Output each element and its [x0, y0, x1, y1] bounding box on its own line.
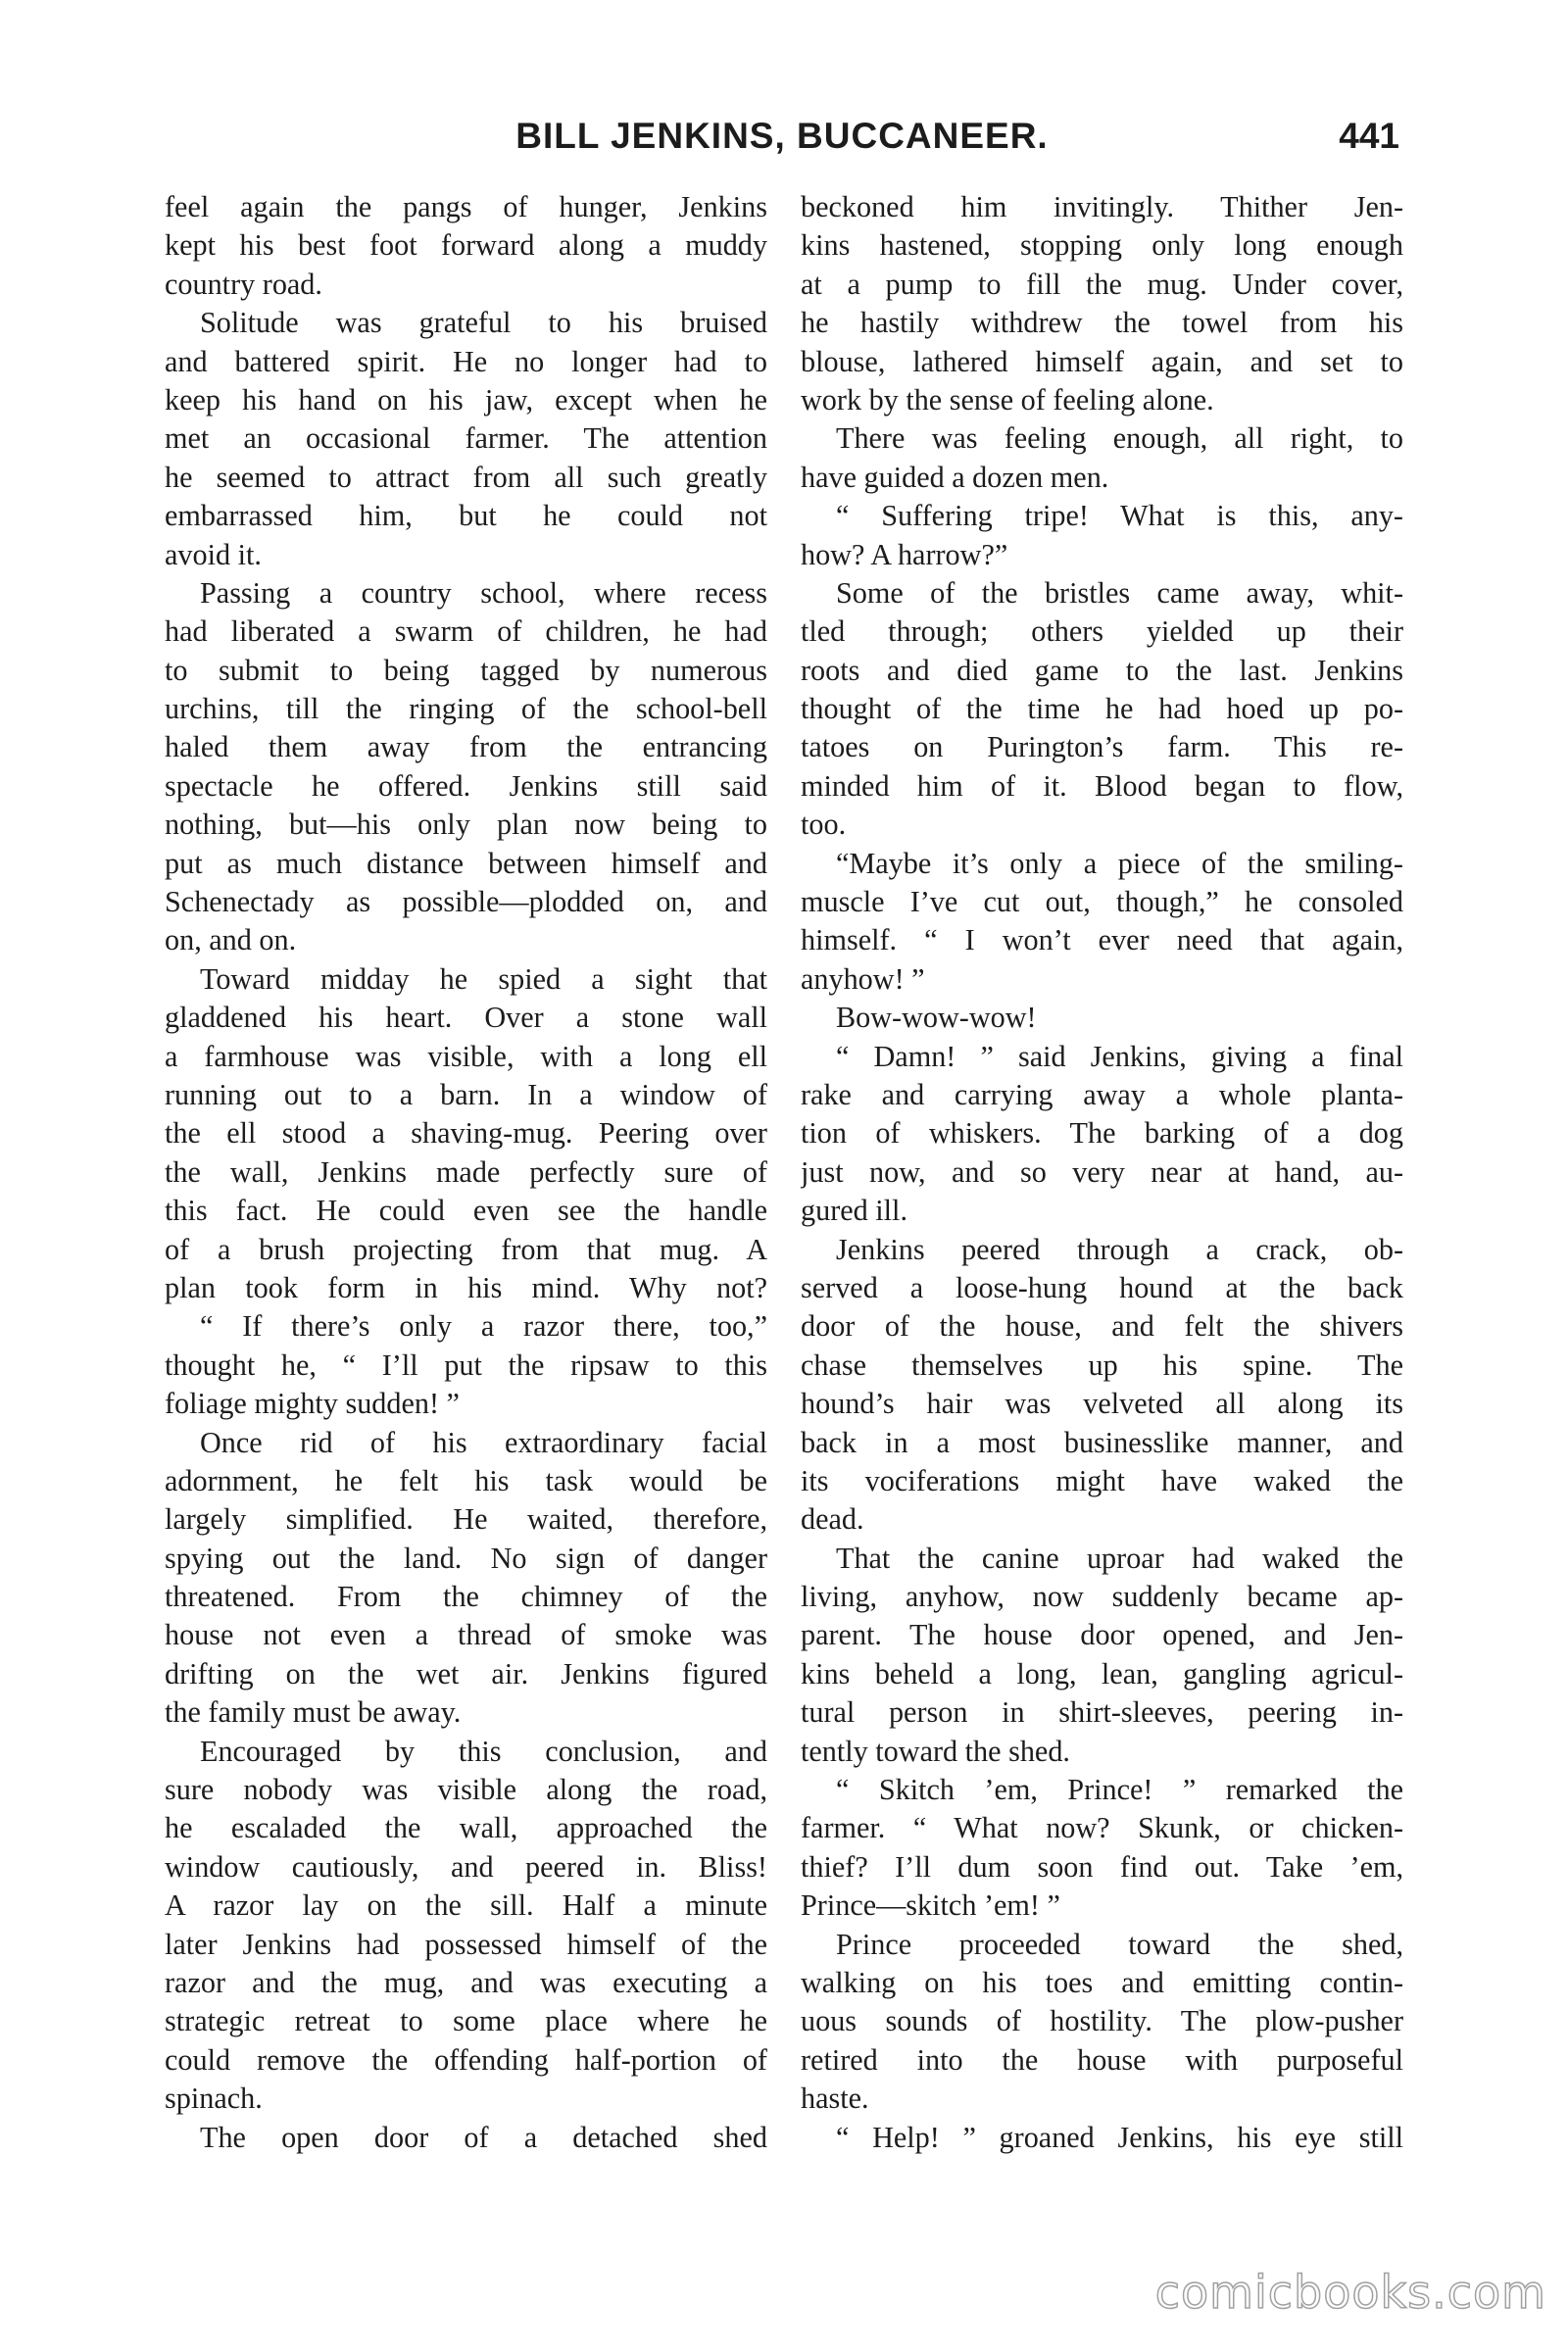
text-line: thought he, “ I’ll put the ripsaw to this — [165, 1348, 767, 1382]
text-line: thief? I’ll dum soon find out. Take ’em, — [801, 1849, 1403, 1884]
text-line: “ Skitch ’em, Prince! ” remarked the — [836, 1773, 1403, 1807]
right-text-column — [801, 188, 1403, 2157]
text-line: and battered spirit. He no longer had to — [165, 344, 767, 378]
text-line: feel again the pangs of hunger, Jenkins — [165, 190, 767, 223]
text-line: tatoes on Purington’s farm. This re- — [801, 730, 1403, 764]
text-line: later Jenkins had possessed himself of the — [165, 1927, 767, 1961]
text-line: haste. — [801, 2082, 869, 2116]
text-line: blouse, lathered himself again, and set to — [801, 344, 1403, 378]
text-line: on, and on. — [165, 923, 297, 957]
text-line: Toward midday he spied a sight that — [200, 961, 767, 996]
text-line: himself. “ I won’t ever need that again, — [801, 923, 1403, 957]
text-line: muscle I’ve cut out, though,” he consoled — [801, 885, 1403, 919]
text-line: met an occasional farmer. The attention — [165, 421, 767, 456]
text-line: Solitude was grateful to his bruised — [200, 306, 767, 340]
text-line: Prince—skitch ’em! ” — [801, 1888, 1060, 1923]
text-line: strategic retreat to some place where he — [165, 2004, 767, 2038]
text-line: retired into the house with purposeful — [801, 2042, 1403, 2077]
text-line: door of the house, and felt the shivers — [801, 1309, 1403, 1344]
text-line: A razor lay on the sill. Half a minute — [165, 1888, 767, 1923]
text-line: There was feeling enough, all right, to — [836, 421, 1403, 456]
text-line: “ If there’s only a razor there, too,” — [200, 1309, 767, 1344]
text-line: the family must be away. — [165, 1695, 462, 1730]
text-line: of a brush projecting from that mug. A — [165, 1232, 767, 1266]
text-line: he escaladed the wall, approached the — [165, 1811, 767, 1845]
text-line: could remove the offending half-portion of — [165, 2042, 767, 2077]
text-line: drifting on the wet air. Jenkins figured — [165, 1656, 767, 1690]
text-line: kins beheld a long, lean, gangling agricul- — [801, 1656, 1403, 1690]
text-line: anyhow! ” — [801, 961, 925, 996]
text-line: urchins, till the ringing of the school-bell — [165, 692, 767, 726]
text-line: the ell stood a shaving-mug. Peering over — [165, 1116, 767, 1151]
text-line: plan took form in his mind. Why not? — [165, 1270, 767, 1304]
text-line: farmer. “ What now? Skunk, or chicken- — [801, 1811, 1403, 1845]
text-line: spectacle he offered. Jenkins still said — [165, 768, 767, 803]
text-line: “ Help! ” groaned Jenkins, his eye still — [836, 2120, 1403, 2154]
text-line: avoid it. — [165, 537, 262, 571]
text-line: chase themselves up his spine. The — [801, 1348, 1403, 1382]
text-line: Prince proceeded toward the shed, — [836, 1927, 1403, 1961]
text-line: at a pump to fill the mug. Under cover, — [801, 267, 1403, 301]
text-line: nothing, but—his only plan now being to — [165, 808, 767, 842]
text-line: “Maybe it’s only a piece of the smiling- — [836, 846, 1403, 880]
text-line: Encouraged by this conclusion, and — [200, 1734, 767, 1768]
text-line: “ Suffering tripe! What is this, any- — [836, 499, 1403, 533]
text-line: how? A harrow?” — [801, 537, 1008, 571]
text-line: The open door of a detached shed — [200, 2120, 767, 2154]
text-line: sure nobody was visible along the road, — [165, 1773, 767, 1807]
text-line: work by the sense of feeling alone. — [801, 382, 1214, 416]
text-line: a farmhouse was visible, with a long ell — [165, 1039, 767, 1073]
text-line: served a loose-hung hound at the back — [801, 1270, 1403, 1304]
text-line: haled them away from the entrancing — [165, 730, 767, 764]
text-line: gured ill. — [801, 1194, 907, 1228]
text-line: beckoned him invitingly. Thither Jen- — [801, 190, 1403, 223]
text-line: parent. The house door opened, and Jen- — [801, 1618, 1403, 1652]
text-line: tion of whiskers. The barking of a dog — [801, 1116, 1403, 1151]
text-line: its vociferations might have waked the — [801, 1463, 1403, 1497]
running-title: BILL JENKINS, BUCCANEER. — [515, 116, 1049, 156]
watermark-logo: comicbooks.com — [1154, 2266, 1546, 2319]
text-line: just now, and so very near at hand, au- — [801, 1154, 1403, 1189]
text-line: Once rid of his extraordinary facial — [200, 1425, 767, 1459]
text-line: tently toward the shed. — [801, 1734, 1070, 1768]
text-line: window cautiously, and peered in. Bliss! — [165, 1849, 767, 1884]
text-line: rake and carrying away a whole planta- — [801, 1077, 1403, 1111]
text-line: keep his hand on his jaw, except when he — [165, 382, 767, 416]
text-line: Schenectady as possible—plodded on, and — [165, 885, 767, 919]
text-line: spinach. — [165, 2082, 263, 2116]
text-line: “ Damn! ” said Jenkins, giving a final — [836, 1039, 1403, 1073]
text-line: embarrassed him, but he could not — [165, 499, 767, 533]
text-line: this fact. He could even see the handle — [165, 1194, 767, 1228]
text-line: thought of the time he had hoed up po- — [801, 692, 1403, 726]
text-line: tled through; others yielded up their — [801, 614, 1403, 649]
text-line: gladdened his heart. Over a stone wall — [165, 1001, 767, 1035]
text-line: tural person in shirt-sleeves, peering in- — [801, 1695, 1403, 1730]
text-line: living, anyhow, now suddenly became ap- — [801, 1580, 1403, 1614]
text-line: foliage mighty sudden! ” — [165, 1387, 460, 1421]
text-line: country road. — [165, 267, 322, 301]
text-line: to submit to being tagged by numerous — [165, 653, 767, 687]
text-line: the wall, Jenkins made perfectly sure of — [165, 1154, 767, 1189]
page-number: 441 — [1339, 116, 1399, 156]
text-line: razor and the mug, and was executing a — [165, 1965, 767, 1999]
text-line: too. — [801, 808, 847, 842]
page-header — [165, 116, 1399, 174]
text-line: hound’s hair was velveted all along its — [801, 1387, 1403, 1421]
left-text-column — [165, 188, 767, 2157]
text-line: adornment, he felt his task would be — [165, 1463, 767, 1497]
text-line: roots and died game to the last. Jenkins — [801, 653, 1403, 687]
text-line: spying out the land. No sign of danger — [165, 1541, 767, 1575]
text-line: back in a most businesslike manner, and — [801, 1425, 1403, 1459]
text-line: largely simplified. He waited, therefore, — [165, 1502, 767, 1537]
text-line: house not even a thread of smoke was — [165, 1618, 767, 1652]
text-line: Bow-wow-wow! — [836, 1001, 1037, 1035]
text-line: he seemed to attract from all such greatly — [165, 460, 767, 494]
text-line: uous sounds of hostility. The plow-pusher — [801, 2004, 1403, 2038]
text-line: That the canine uproar had waked the — [836, 1541, 1403, 1575]
text-line: dead. — [801, 1502, 864, 1537]
text-line: running out to a barn. In a window of — [165, 1077, 767, 1111]
text-line: put as much distance between himself and — [165, 846, 767, 880]
text-line: kins hastened, stopping only long enough — [801, 228, 1403, 263]
text-line: Passing a country school, where recess — [200, 575, 767, 610]
text-line: threatened. From the chimney of the — [165, 1580, 767, 1614]
text-line: minded him of it. Blood began to flow, — [801, 768, 1403, 803]
text-line: Some of the bristles came away, whit- — [836, 575, 1403, 610]
text-line: kept his best foot forward along a muddy — [165, 228, 767, 263]
text-line: he hastily withdrew the towel from his — [801, 306, 1403, 340]
text-line: have guided a dozen men. — [801, 460, 1109, 494]
text-line: Jenkins peered through a crack, ob- — [836, 1232, 1403, 1266]
text-line: walking on his toes and emitting contin- — [801, 1965, 1403, 1999]
text-line: had liberated a swarm of children, he had — [165, 614, 767, 649]
